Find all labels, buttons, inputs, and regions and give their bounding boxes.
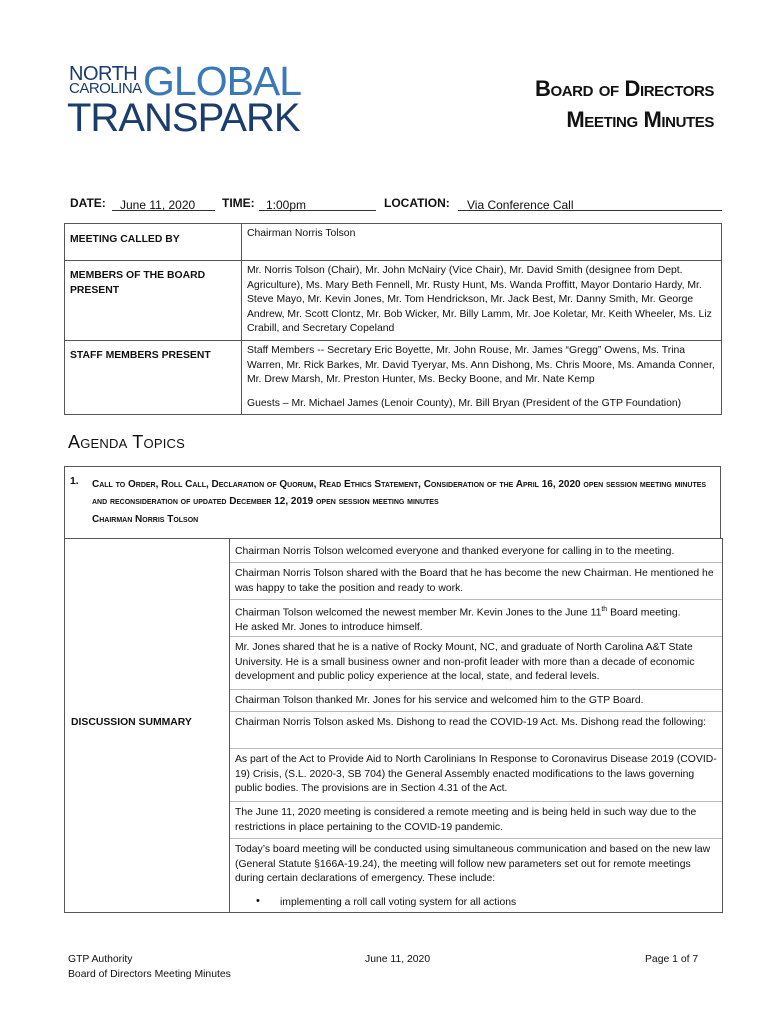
- date-value: June 11, 2020: [120, 198, 196, 212]
- document-title-line1: Board of Directors: [534, 76, 714, 101]
- ordinal-suffix: th: [601, 606, 608, 613]
- agenda-item-presenter: Chairman Norris Tolson: [92, 514, 199, 525]
- discussion-paragraph: Chairman Norris Tolson asked Ms. Dishong to read the COVID-19 Act. Ms. Dishong read the following:: [235, 717, 707, 728]
- footer-doc-title: Board of Directors Meeting Minutes: [68, 969, 231, 980]
- date-label: DATE:: [70, 196, 106, 210]
- members-value: Mr. Norris Tolson (Chair), Mr. John McNairy (Vice Chair), Mr. David Smith (designee from Dept. Agriculture), Ms. Mary Beth Fennell, Mr. Rusty Hunt, Ms. Wanda Proffitt, Mayor Dontario Hardy, Mr. Steve Mayo, Mr. Kevin Jones, Mr. Tom Hendrickson, Mr. Jack Best, Mr. Danny Smith, Mr. George Andrew, Mr. Scott Clontz, Mr. Bob Wicker, Mr. Billy Lamm, Mr. Joe Koletar, Mr. Keith Wheeler, Ms. Liz Crabill, and Secretary Copeland: [242, 261, 722, 341]
- location-value: Via Conference Call: [467, 198, 574, 212]
- called-by-label: MEETING CALLED BY: [65, 224, 242, 261]
- table-row: [65, 261, 722, 341]
- bullet-icon: •: [256, 895, 260, 907]
- logo-global-text: GLOBAL: [143, 58, 302, 104]
- row-divider: [230, 801, 722, 802]
- row-divider: [230, 711, 722, 712]
- date-field: [112, 196, 215, 211]
- table-row: [65, 224, 722, 261]
- logo-transpark-text: TRANSPARK: [67, 96, 300, 140]
- discussion-table: [64, 538, 723, 913]
- agenda-topics-heading: Agenda Topics: [68, 432, 185, 452]
- discussion-paragraph: Chairman Norris Tolson shared with the Board that he has become the new Chairman. He mentioned he was happy to take the position and ready to work.: [235, 568, 714, 594]
- row-divider: [230, 689, 722, 690]
- discussion-paragraph: As part of the Act to Provide Aid to North Carolinians In Response to Coronavirus Disease 2019 (COVID-19) Crisis, (S.L. 2020-3, SB 704) the General Assembly enacted modifications to the laws governing public bodies. The provisions are in Section 4.31 of the Act.: [235, 754, 717, 795]
- attendance-table: [64, 223, 722, 415]
- agenda-item-title: Call to Order, Roll Call, Declaration of Quorum, Read Ethics Statement, Consideration of the April 16, 2020 open session meeting minutes and reconsideration of updated December 12, 2019 open session meeting minutes: [92, 479, 707, 507]
- logo-carolina-text: CAROLINA: [69, 80, 142, 97]
- staff-label: STAFF MEMBERS PRESENT: [65, 340, 242, 414]
- discussion-paragraph: Mr. Jones shared that he is a native of Rocky Mount, NC, and graduate of North Carolina A&T State University. He is a small business owner and non-profit leader with more than a decade of economic development and public policy experience at the local, state, and federal levels.: [235, 642, 695, 683]
- row-divider: [230, 562, 722, 563]
- time-label: TIME:: [222, 196, 255, 210]
- kevin-welcome-text: Chairman Tolson welcomed the newest member Mr. Kevin Jones to the June 11: [235, 607, 602, 619]
- table-row: [65, 340, 722, 414]
- staff-cell: [242, 340, 722, 414]
- row-divider: [230, 599, 722, 600]
- location-label: LOCATION:: [384, 196, 450, 210]
- discussion-summary-label: DISCUSSION SUMMARY: [71, 717, 192, 728]
- guests-value: Guests – Mr. Michael James (Lenoir County), Mr. Bill Bryan (President of the GTP Foundation): [247, 397, 682, 409]
- footer-page-number: Page 1 of 7: [645, 954, 699, 965]
- discussion-paragraph: The June 11, 2020 meeting is considered a remote meeting and is being held in such way due to the restrictions in place pertaining to the COVID-19 pandemic.: [235, 807, 697, 833]
- time-value: 1:00pm: [266, 198, 307, 212]
- row-divider: [230, 748, 722, 749]
- row-divider: [230, 838, 722, 839]
- time-field: [259, 196, 376, 211]
- row-divider: [230, 636, 722, 637]
- discussion-paragraph: Chairman Tolson thanked Mr. Jones for his service and welcomed him to the GTP Board.: [235, 695, 644, 706]
- discussion-paragraph: Chairman Norris Tolson welcomed everyone and thanked everyone for calling in to the meeting.: [235, 546, 675, 557]
- staff-value: Staff Members -- Secretary Eric Boyette, Mr. John Rouse, Mr. James “Gregg” Owens, Ms. Trina Warren, Mr. Rick Barkes, Mr. David Tyeryar, Ms. Ann Dishong, Ms. Chris Moore, Ms. Amanda Conner, Mr. Drew Marsh, Mr. Preston Hunter, Ms. Becky Boone, and Mr. Nate Kemp: [247, 344, 715, 386]
- discussion-label-cell: [65, 539, 230, 912]
- document-title-line2: Meeting Minutes: [566, 107, 714, 132]
- location-field: [458, 196, 722, 211]
- discussion-paragraph: He asked Mr. Jones to introduce himself.: [235, 622, 423, 634]
- discussion-paragraph-kevin: [235, 603, 717, 636]
- footer-date: June 11, 2020: [365, 954, 431, 965]
- kevin-welcome-text-end: Board meeting.: [607, 607, 681, 619]
- footer-org: GTP Authority: [68, 954, 133, 965]
- logo-north-text: NORTH: [69, 63, 138, 85]
- agenda-item-number: 1.: [70, 476, 79, 487]
- discussion-paragraph: Today’s board meeting will be conducted using simultaneous communication and based on the new law (General Statute §166A-19.24), the meeting will follow new parameters set out for remote meetings during certain declarations of emergency. These include:: [235, 844, 711, 885]
- members-label: MEMBERS OF THE BOARD PRESENT: [65, 261, 242, 341]
- called-by-value: Chairman Norris Tolson: [242, 224, 722, 261]
- bullet-item: implementing a roll call voting system for all actions: [280, 897, 517, 908]
